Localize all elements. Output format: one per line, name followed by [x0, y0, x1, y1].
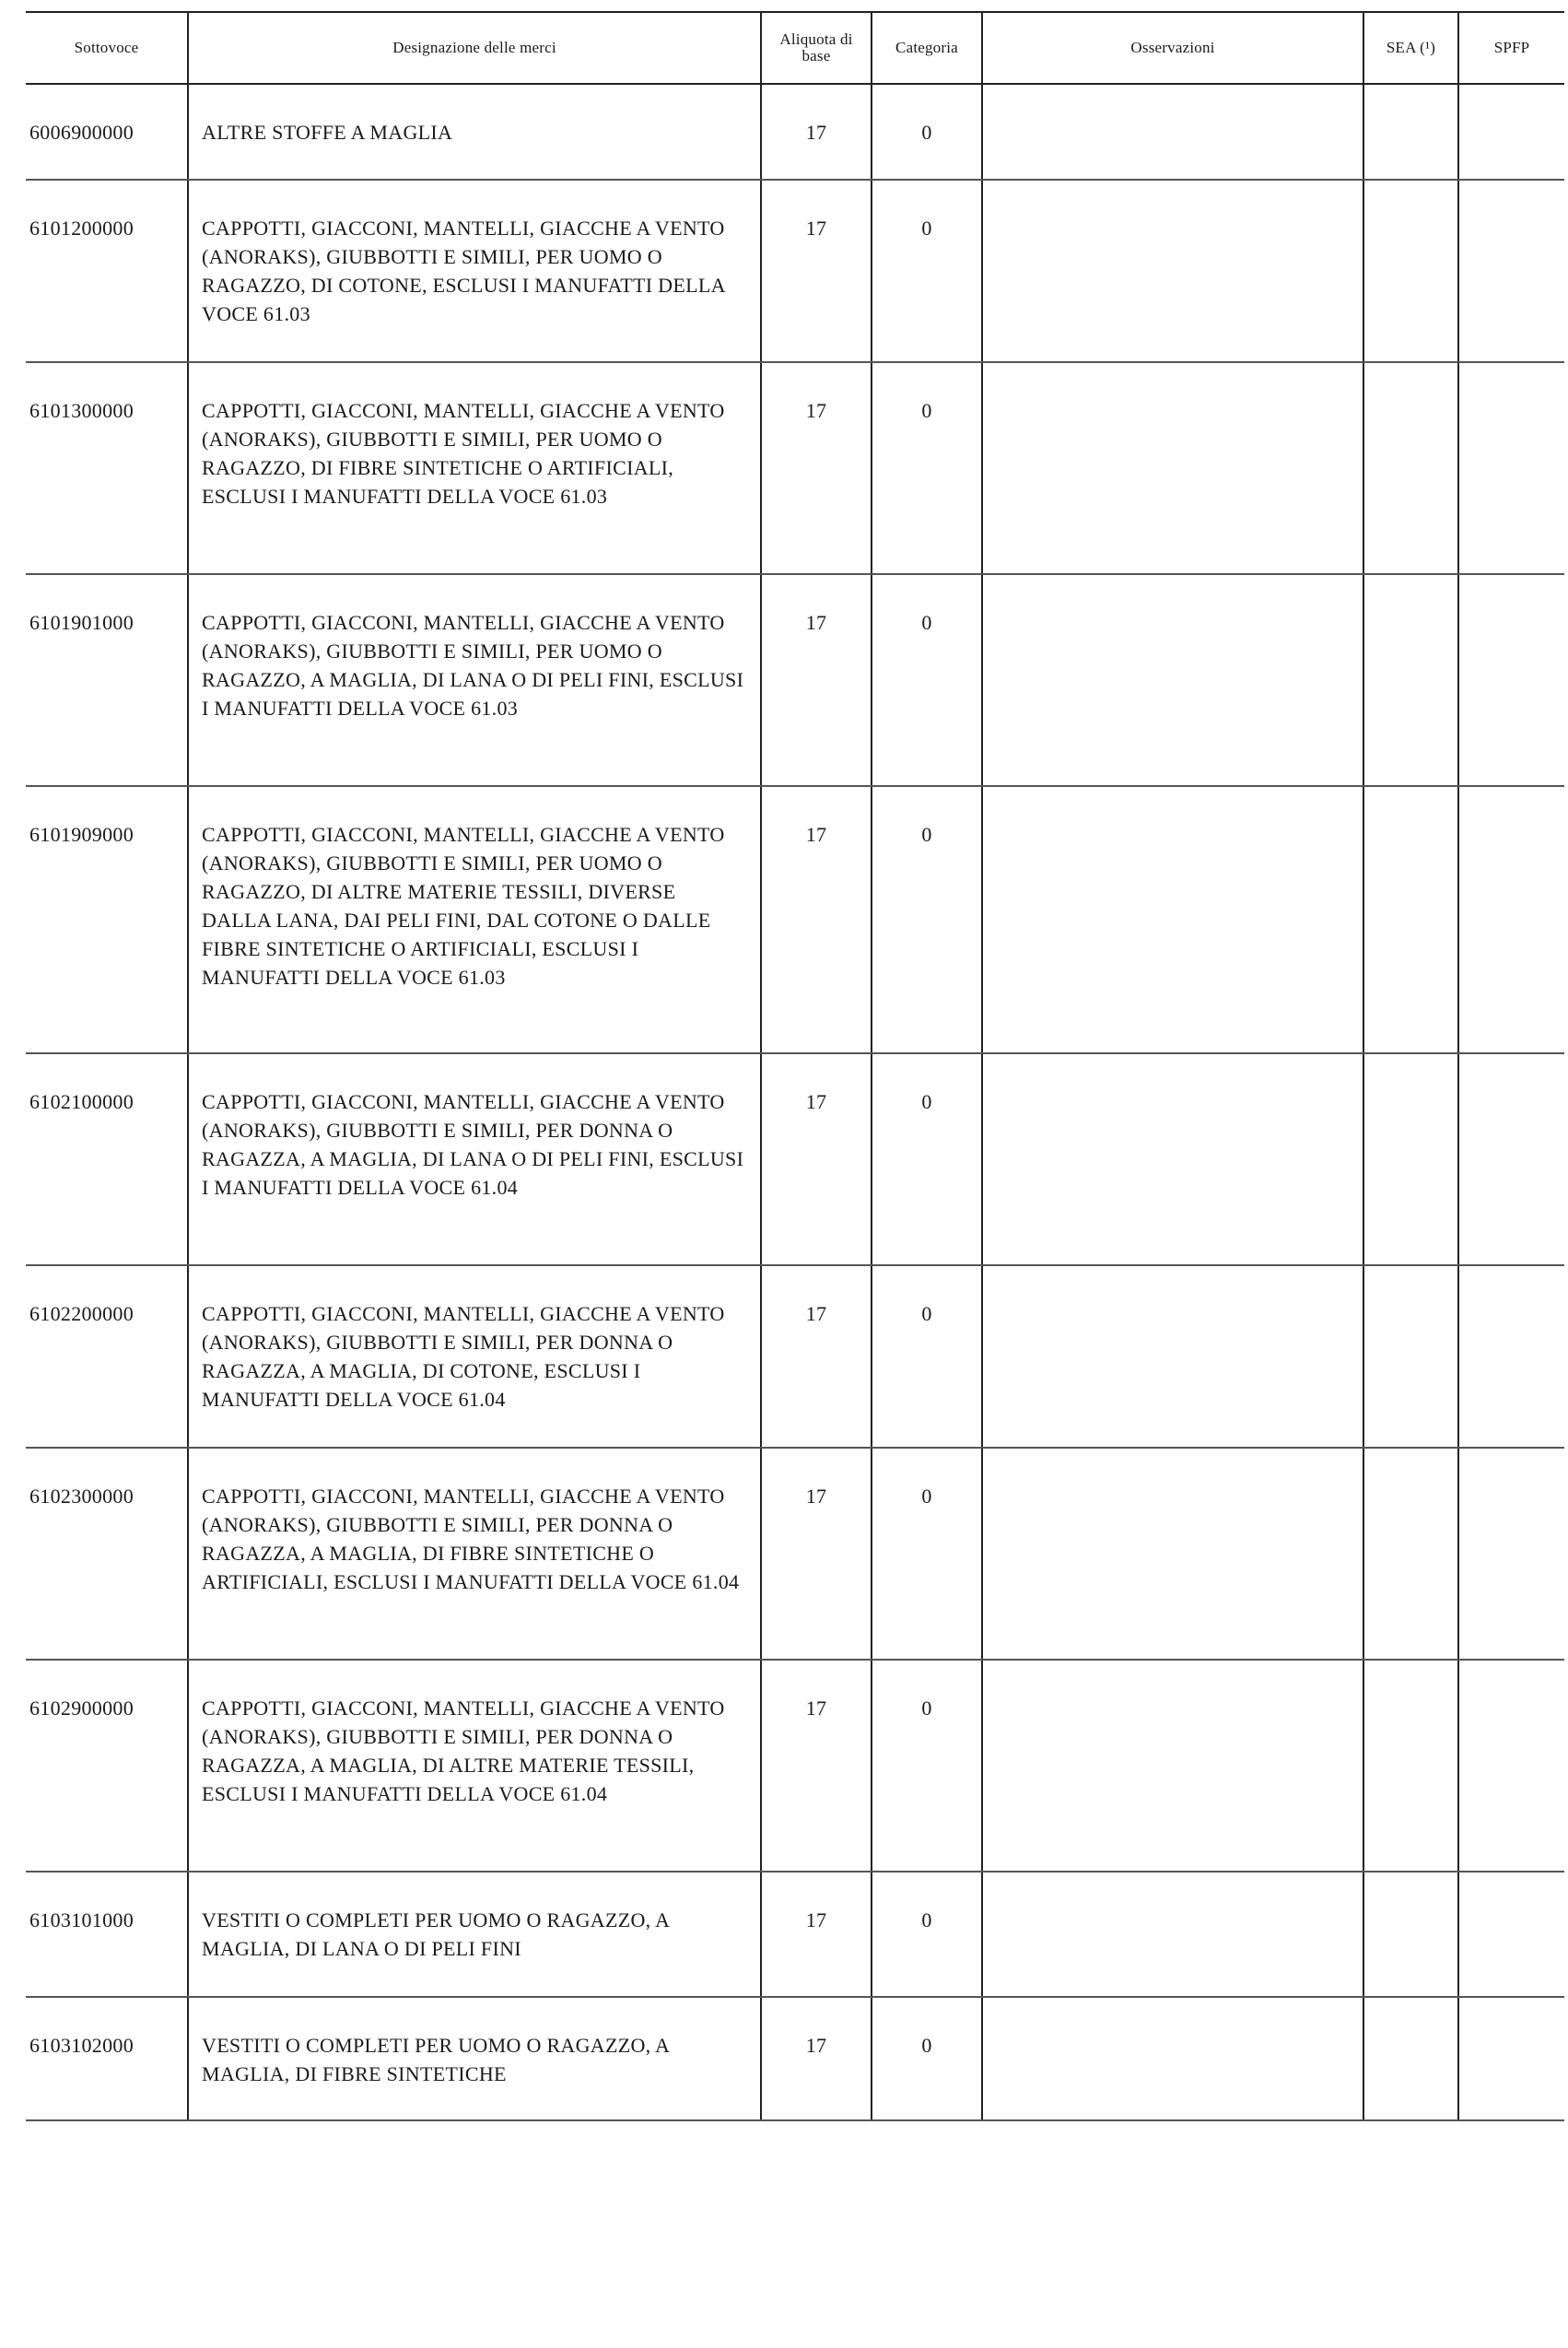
- cell-category: 0: [872, 1448, 982, 1660]
- cell-code: 6103102000: [26, 1997, 188, 2120]
- cell-category: 0: [872, 1872, 982, 1997]
- cell-sea: [1363, 1053, 1458, 1265]
- table-row: [26, 574, 1564, 786]
- cell-code: 6103101000: [26, 1872, 188, 1997]
- cell-base-rate: 17: [761, 1872, 872, 1997]
- cell-base-rate: 17: [761, 574, 872, 786]
- header-observations: Osservazioni: [982, 12, 1363, 84]
- cell-description: CAPPOTTI, GIACCONI, MANTELLI, GIACCHE A VENTO (ANORAKS), GIUBBOTTI E SIMILI, PER UOMO O RAGAZZO, DI FIBRE SINTETICHE O ARTIFICIALI, ESCLUSI I MANUFATTI DELLA VOCE 61.03: [188, 362, 761, 574]
- cell-description: VESTITI O COMPLETI PER UOMO O RAGAZZO, A MAGLIA, DI LANA O DI PELI FINI: [188, 1872, 761, 1997]
- cell-spfp: [1458, 1265, 1564, 1448]
- cell-code: 6102100000: [26, 1053, 188, 1265]
- cell-code: 6102900000: [26, 1660, 188, 1872]
- cell-code: 6101901000: [26, 574, 188, 786]
- cell-base-rate: 17: [761, 1265, 872, 1448]
- cell-sea: [1363, 362, 1458, 574]
- cell-spfp: [1458, 1872, 1564, 1997]
- header-sea: SEA (¹): [1363, 12, 1458, 84]
- tariff-table: [26, 11, 1564, 2121]
- cell-observations: [982, 786, 1363, 1053]
- cell-description: ALTRE STOFFE A MAGLIA: [188, 84, 761, 180]
- table-row: [26, 1872, 1564, 1997]
- cell-sea: [1363, 786, 1458, 1053]
- cell-base-rate: 17: [761, 180, 872, 362]
- cell-base-rate: 17: [761, 1997, 872, 2120]
- cell-sea: [1363, 574, 1458, 786]
- cell-observations: [982, 1660, 1363, 1872]
- cell-spfp: [1458, 786, 1564, 1053]
- table-row: [26, 180, 1564, 362]
- cell-observations: [982, 574, 1363, 786]
- header-category: Categoria: [872, 12, 982, 84]
- cell-description: CAPPOTTI, GIACCONI, MANTELLI, GIACCHE A VENTO (ANORAKS), GIUBBOTTI E SIMILI, PER UOMO O RAGAZZO, A MAGLIA, DI LANA O DI PELI FINI, ESCLUSI I MANUFATTI DELLA VOCE 61.03: [188, 574, 761, 786]
- cell-spfp: [1458, 362, 1564, 574]
- table-header: [26, 12, 1564, 84]
- cell-observations: [982, 1053, 1363, 1265]
- cell-sea: [1363, 1448, 1458, 1660]
- cell-category: 0: [872, 362, 982, 574]
- header-description: Designazione delle merci: [188, 12, 761, 84]
- cell-base-rate: 17: [761, 1660, 872, 1872]
- cell-category: 0: [872, 180, 982, 362]
- cell-spfp: [1458, 180, 1564, 362]
- cell-spfp: [1458, 574, 1564, 786]
- cell-observations: [982, 1872, 1363, 1997]
- header-code: Sottovoce: [26, 12, 188, 84]
- cell-description: CAPPOTTI, GIACCONI, MANTELLI, GIACCHE A VENTO (ANORAKS), GIUBBOTTI E SIMILI, PER UOMO O RAGAZZO, DI ALTRE MATERIE TESSILI, DIVERSE DALLA LANA, DAI PELI FINI, DAL COTONE O DALLE FIBRE SINTETICHE O ARTIFICIALI, ESCLUSI I MANUFATTI DELLA VOCE 61.03: [188, 786, 761, 1053]
- cell-sea: [1363, 1997, 1458, 2120]
- cell-description: CAPPOTTI, GIACCONI, MANTELLI, GIACCHE A VENTO (ANORAKS), GIUBBOTTI E SIMILI, PER DONNA O RAGAZZA, A MAGLIA, DI COTONE, ESCLUSI I MANUFATTI DELLA VOCE 61.04: [188, 1265, 761, 1448]
- cell-spfp: [1458, 1448, 1564, 1660]
- cell-spfp: [1458, 84, 1564, 180]
- cell-code: 6102200000: [26, 1265, 188, 1448]
- table-row: [26, 362, 1564, 574]
- cell-observations: [982, 1448, 1363, 1660]
- cell-category: 0: [872, 84, 982, 180]
- cell-spfp: [1458, 1053, 1564, 1265]
- cell-description: CAPPOTTI, GIACCONI, MANTELLI, GIACCHE A VENTO (ANORAKS), GIUBBOTTI E SIMILI, PER DONNA O RAGAZZA, A MAGLIA, DI LANA O DI PELI FINI, ESCLUSI I MANUFATTI DELLA VOCE 61.04: [188, 1053, 761, 1265]
- cell-base-rate: 17: [761, 786, 872, 1053]
- cell-category: 0: [872, 1997, 982, 2120]
- cell-description: CAPPOTTI, GIACCONI, MANTELLI, GIACCHE A VENTO (ANORAKS), GIUBBOTTI E SIMILI, PER DONNA O RAGAZZA, A MAGLIA, DI FIBRE SINTETICHE O ARTIFICIALI, ESCLUSI I MANUFATTI DELLA VOCE 61.04: [188, 1448, 761, 1660]
- cell-code: 6101300000: [26, 362, 188, 574]
- table-row: [26, 84, 1564, 180]
- cell-observations: [982, 84, 1363, 180]
- cell-base-rate: 17: [761, 1448, 872, 1660]
- cell-base-rate: 17: [761, 362, 872, 574]
- cell-code: 6006900000: [26, 84, 188, 180]
- header-spfp: SPFP: [1458, 12, 1564, 84]
- cell-category: 0: [872, 1265, 982, 1448]
- cell-spfp: [1458, 1997, 1564, 2120]
- cell-observations: [982, 1997, 1363, 2120]
- header-base-rate: Aliquota di base: [761, 12, 872, 84]
- table-body: [26, 84, 1564, 2120]
- cell-observations: [982, 362, 1363, 574]
- cell-spfp: [1458, 1660, 1564, 1872]
- table-row: [26, 1997, 1564, 2120]
- cell-sea: [1363, 84, 1458, 180]
- table-row: [26, 1265, 1564, 1448]
- cell-sea: [1363, 1660, 1458, 1872]
- cell-base-rate: 17: [761, 1053, 872, 1265]
- cell-description: CAPPOTTI, GIACCONI, MANTELLI, GIACCHE A VENTO (ANORAKS), GIUBBOTTI E SIMILI, PER DONNA O RAGAZZA, A MAGLIA, DI ALTRE MATERIE TESSILI, ESCLUSI I MANUFATTI DELLA VOCE 61.04: [188, 1660, 761, 1872]
- cell-observations: [982, 1265, 1363, 1448]
- cell-category: 0: [872, 1660, 982, 1872]
- cell-sea: [1363, 180, 1458, 362]
- cell-observations: [982, 180, 1363, 362]
- cell-code: 6102300000: [26, 1448, 188, 1660]
- cell-sea: [1363, 1872, 1458, 1997]
- cell-sea: [1363, 1265, 1458, 1448]
- cell-code: 6101909000: [26, 786, 188, 1053]
- table-row: [26, 1053, 1564, 1265]
- cell-category: 0: [872, 1053, 982, 1265]
- table-row: [26, 1660, 1564, 1872]
- cell-category: 0: [872, 786, 982, 1053]
- table-row: [26, 1448, 1564, 1660]
- cell-description: VESTITI O COMPLETI PER UOMO O RAGAZZO, A MAGLIA, DI FIBRE SINTETICHE: [188, 1997, 761, 2120]
- cell-description: CAPPOTTI, GIACCONI, MANTELLI, GIACCHE A VENTO (ANORAKS), GIUBBOTTI E SIMILI, PER UOMO O RAGAZZO, DI COTONE, ESCLUSI I MANUFATTI DELLA VOCE 61.03: [188, 180, 761, 362]
- cell-category: 0: [872, 574, 982, 786]
- cell-code: 6101200000: [26, 180, 188, 362]
- cell-base-rate: 17: [761, 84, 872, 180]
- table-row: [26, 786, 1564, 1053]
